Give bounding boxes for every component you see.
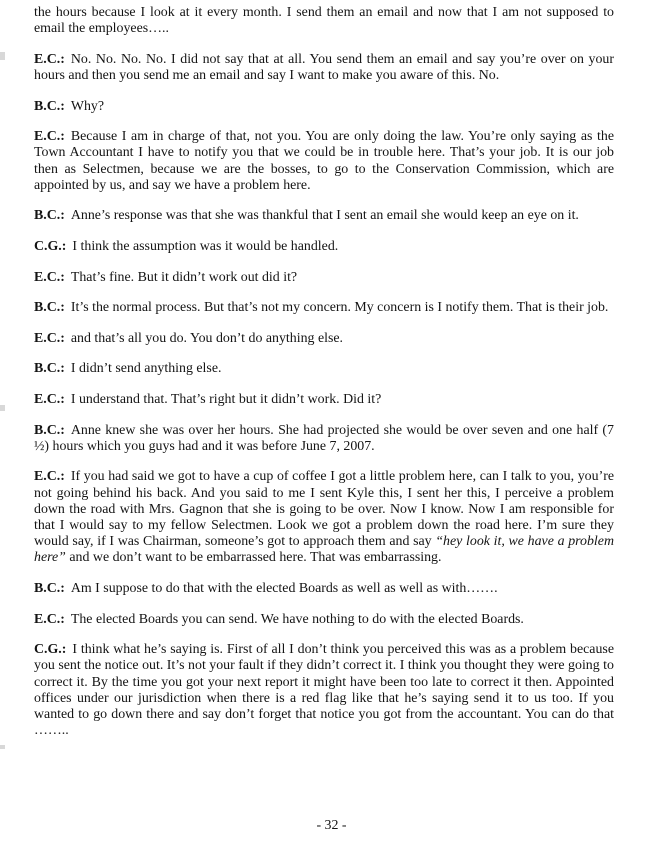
speaker-label: E.C.: (34, 269, 65, 285)
scan-edge-mark (0, 52, 5, 60)
speaker-label: E.C.: (34, 129, 65, 145)
paragraph-text: and that’s all you do. You don’t do anything else. (70, 330, 344, 346)
speaker-label: B.C.: (34, 422, 65, 438)
transcript-paragraph (34, 270, 614, 286)
transcript-paragraph (34, 361, 614, 377)
paragraph-text-continued: and we don’t want to be embarrassed here. That was embarrassing. (65, 550, 442, 566)
page-number: - 32 - (316, 818, 347, 833)
transcript-paragraph (34, 129, 614, 194)
paragraph-text: Am I suppose to do that with the elected Boards as well as well as with……. (70, 580, 498, 596)
paragraph-text: Why? (70, 98, 105, 114)
transcript-paragraph (34, 300, 614, 316)
transcript-paragraph (34, 99, 614, 115)
paragraph-text: I think the assumption was it would be handled. (72, 238, 339, 254)
speaker-label: B.C.: (34, 361, 65, 377)
speaker-label: E.C.: (34, 469, 65, 485)
transcript-paragraph (34, 392, 614, 408)
speaker-label: E.C.: (34, 391, 65, 407)
paragraph-text: It’s the normal process. But that’s not my concern. My concern is I notify them. That is their job. (70, 300, 609, 316)
transcript-paragraph (34, 331, 614, 347)
paragraph-text: I think what he’s saying is. First of all I don’t think you perceived this was as a problem because you sent the notice out. It’s not your fault if they didn’t correct it. I think you thought they were going to correct it. By the time you got your next report it might have been too late to correct it then. Appointed offices under our jurisdiction when there is a red flag like that he’s saying send it to us too. If you wanted to go down there and say don’t forget that notice you got from the accountant. You can do that …….. (34, 642, 614, 739)
paragraph-text: If you had said we got to have a cup of coffee I got a little problem here, can I talk to you, you’re not going behind his back. And you said to me I sent Kyle this, I sent her this, I perceive a problem down the road with Mrs. Gagnon that she is going to be over. Now I know. Now I am responsible for that I would say to my fellow Selectmen. Look we got a problem down the road here. I’m sure they would say, if I was Chairman, someone’s got to approach them and say (34, 469, 614, 550)
transcript-paragraph (34, 208, 614, 224)
paragraph-text: Because I am in charge of that, not you. You are only doing the law. You’re only saying as the Town Accountant I have to notify you that we could be in trouble here. That’s your job. It is our job then as Selectmen, because we are the bosses, to go to the Conservation Commission, which are appointed by us, and say we have a problem here. (34, 129, 614, 193)
transcript-body (34, 5, 614, 754)
speaker-label: E.C.: (34, 611, 65, 627)
transcript-paragraph (34, 5, 614, 37)
speaker-label: E.C.: (34, 330, 65, 346)
paragraph-text: That’s fine. But it didn’t work out did it? (70, 269, 298, 285)
transcript-paragraph (34, 239, 614, 255)
paragraph-text: Anne’s response was that she was thankful that I sent an email she would keep an eye on it. (70, 208, 579, 224)
paragraph-text: Anne knew she was over her hours. She had projected she would be over seven and one half (7 ½) hours which you guys had and it was before June 7, 2007. (34, 422, 614, 454)
transcript-paragraph (34, 581, 614, 597)
transcript-paragraph (34, 52, 614, 84)
paragraph-text: The elected Boards you can send. We have nothing to do with the elected Boards. (70, 611, 524, 627)
transcript-paragraph (34, 612, 614, 628)
paragraph-text: No. No. No. No. I did not say that at all. You send them an email and say you’re over on your hours and then you send me an email and say I want to make you aware of this. No. (34, 51, 614, 83)
speaker-label: C.G.: (34, 238, 67, 254)
transcript-paragraph (34, 469, 614, 566)
paragraph-text: I didn’t send anything else. (70, 361, 222, 377)
speaker-label: B.C.: (34, 208, 65, 224)
paragraph-text: I understand that. That’s right but it didn’t work. Did it? (70, 391, 382, 407)
transcript-paragraph (34, 642, 614, 739)
scan-edge-mark (0, 745, 5, 749)
speaker-label: B.C.: (34, 300, 65, 316)
scan-edge-mark (0, 405, 5, 411)
speaker-label: B.C.: (34, 580, 65, 596)
paragraph-text: the hours because I look at it every month. I send them an email and now that I am not supposed to email the employees….. (34, 5, 614, 37)
speaker-label: E.C.: (34, 51, 65, 67)
quoted-remark: “hey look it, we have a problem here” (34, 534, 614, 566)
speaker-label: C.G.: (34, 642, 67, 658)
speaker-label: B.C.: (34, 98, 65, 114)
transcript-paragraph (34, 423, 614, 455)
